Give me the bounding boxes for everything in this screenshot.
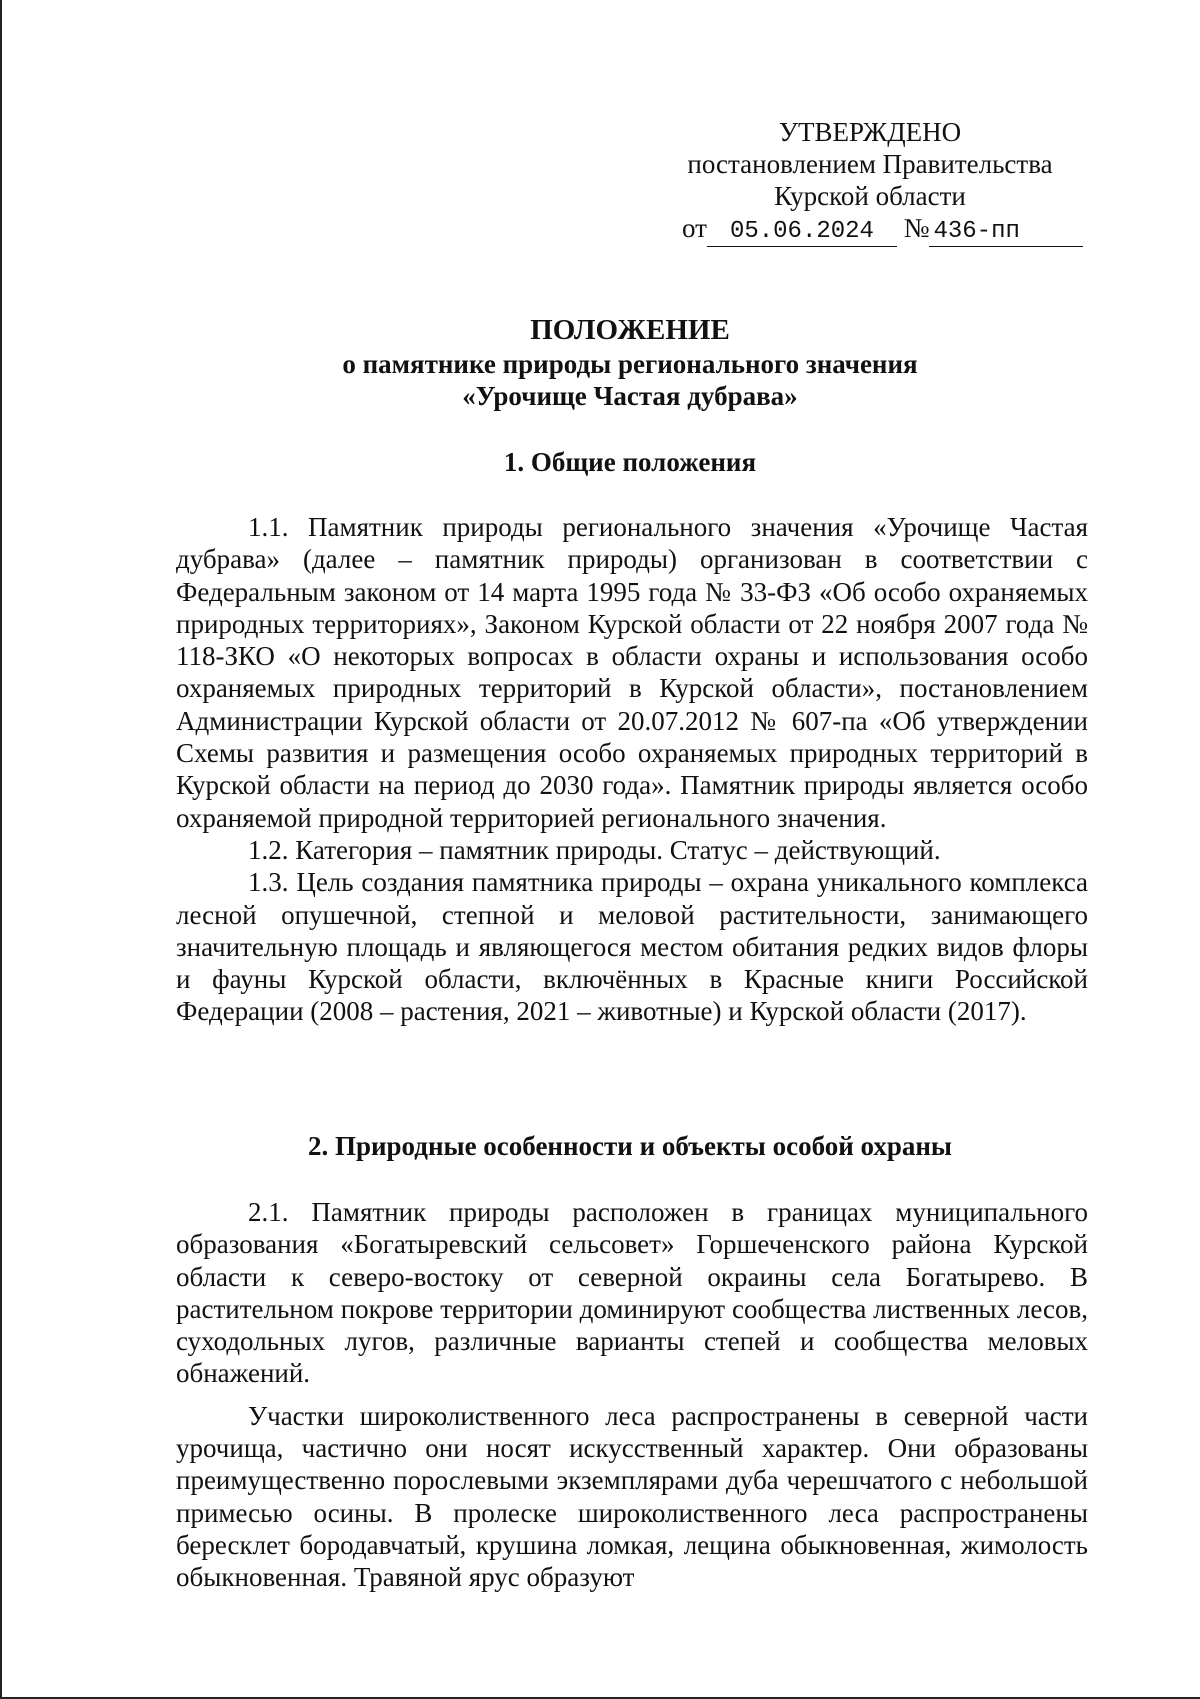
approval-number: 436-пп (929, 218, 1083, 247)
paragraph-2-2: Участки широколиственного леса распространены в северной части урочища, частично они носят искусственный характер. Они образованы преимущественно порослевыми экземплярами дуба черешчатого с небольшой примесью осины. В пролеске широколиственного леса распространены бересклет бородавчатый, крушина ломкая, лещина обыкновенная, жимолость обыкновенная. Травяной ярус образуют (176, 1400, 1088, 1593)
paragraph-2-1: 2.1. Памятник природы расположен в границах муниципального образования «Богатыревский сельсовет» Горшеченского района Курской области к северо-востоку от северной окраины села Богатырево. В растительном покрове территории доминируют сообщества лиственных лесов, суходольных лугов, различные варианты степей и сообщества меловых обнажений. (176, 1197, 1088, 1389)
section-1-body (176, 511, 1088, 1028)
date-prefix: от (682, 213, 707, 243)
document-subtitle-2: «Урочище Частая дубрава» (462, 381, 798, 411)
approval-line-2: Курской области (774, 181, 966, 211)
approval-line-1: постановлением Правительства (687, 149, 1053, 179)
approved-label: УТВЕРЖДЕНО (778, 117, 962, 147)
section-2-body (176, 1196, 1088, 1594)
document-title-block (170, 312, 1090, 412)
document-subtitle-1: о памятнике природы регионального значения (342, 349, 918, 379)
paragraph-1-1: 1.1. Памятник природы регионального значения «Урочище Частая дубрава» (далее – памятник природы) организован в соответствии с Федеральным законом от 14 марта 1995 года № 33-ФЗ «Об особо охраняемых природных территориях», Законом Курской области от 22 ноября 2007 года № 118-ЗКО «О некоторых вопросах в области охраны и использования особо охраняемых природных территорий в Курской области», постановлением Администрации Курской области от 20.07.2012 № 607-па «Об утверждении Схемы развития и размещения особо охраняемых природных территорий в Курской области на период до 2030 года». Памятник природы является особо охраняемой природной территорией регионального значения. (176, 512, 1088, 833)
section-2-heading: 2. Природные особенности и объекты особой охраны (307, 1131, 953, 1161)
section-1-heading: 1. Общие положения (503, 447, 757, 477)
approval-date-line (682, 212, 1080, 247)
scan-edge-left (0, 0, 2, 1699)
paragraph-1-2: 1.2. Категория – памятник природы. Статус – действующий. (248, 834, 941, 865)
approval-date: 05.06.2024 (707, 218, 897, 247)
document-title: ПОЛОЖЕНИЕ (530, 314, 730, 346)
approval-block (660, 116, 1080, 247)
paragraph-1-3: 1.3. Цель создания памятника природы – охрана уникального комплекса лесной опушечной, степной и меловой растительности, занимающего значительную площадь и являющегося местом обитания редких видов флоры и фауны Курской области, включённых в Красные книги Российской Федерации (2008 – растения, 2021 – животные) и Курской области (2017). (176, 867, 1088, 1027)
number-prefix: № (903, 213, 930, 243)
